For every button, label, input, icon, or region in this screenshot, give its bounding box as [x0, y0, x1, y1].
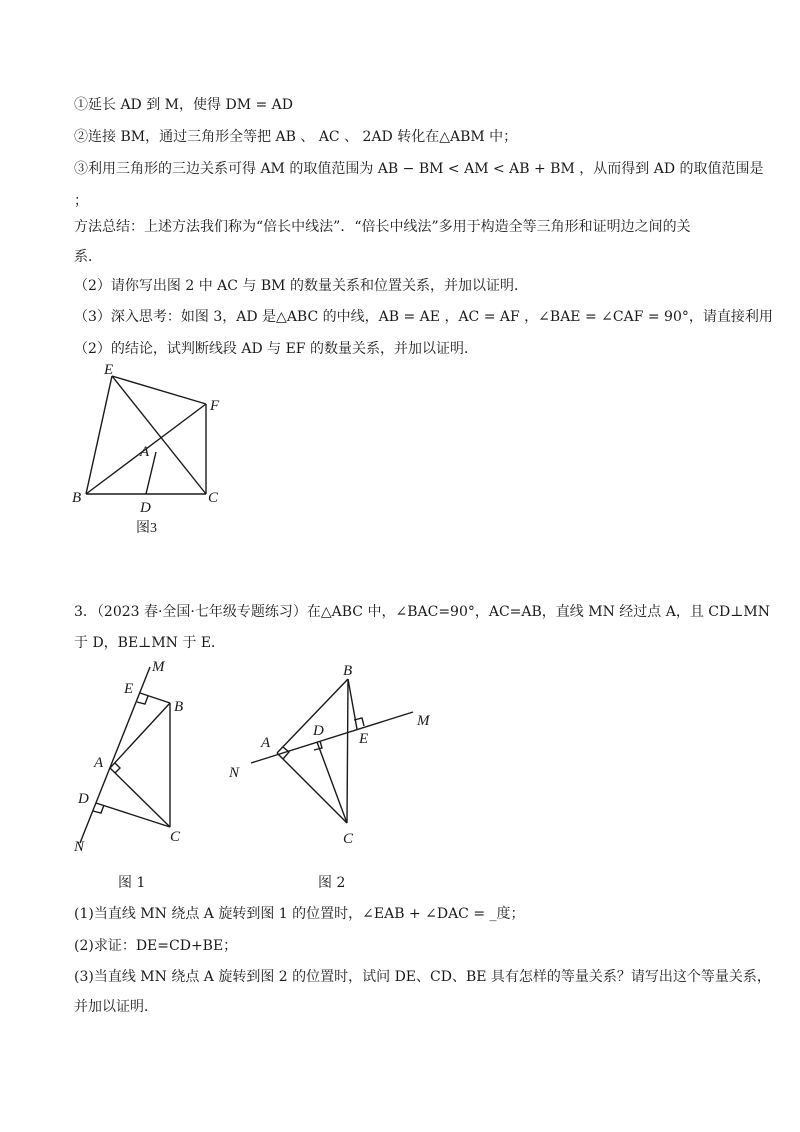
method-summary-end: 系．: [74, 249, 102, 265]
line-MN: [251, 712, 413, 763]
label-M: M: [152, 659, 165, 675]
segment-AC: [110, 768, 170, 827]
label-E: E: [124, 681, 134, 697]
label-D: D: [313, 723, 324, 739]
method-summary: 方法总结：上述方法我们称为“倍长中线法”．“倍长中线法”多用于构造全等三角形和证明边之间的关: [74, 219, 691, 235]
figure-1-diagram: [60, 655, 210, 855]
step-1-text: ①延长 AD 到 M，使得 DM = AD: [74, 97, 293, 113]
problem-3-text: 3．（2023 春·全国·七年级专题练习）在△ABC 中，∠BAC=90°，AC=AB，直线 MN 经过点 A，且 CD⊥MN: [74, 604, 770, 620]
problem-3-question-3-end: 并加以证明．: [74, 999, 158, 1015]
question-3-end: （2）的结论，试判断线段 AD 与 EF 的数量关系，并加以证明．: [74, 341, 478, 357]
label-C: C: [208, 490, 219, 506]
label-N: N: [74, 839, 85, 855]
label-D: D: [78, 791, 89, 807]
step-2-text: ②连接 BM，通过三角形全等把 AB 、 AC 、 2AD 转化在△ABM 中；: [74, 129, 518, 145]
segment-CD: [317, 742, 347, 823]
right-angle-A: [115, 763, 120, 773]
segment-EB: [86, 376, 112, 494]
segment-EB: [140, 693, 170, 703]
segment-BC: [347, 679, 348, 823]
label-B: B: [174, 699, 184, 715]
figure-1-caption: 图 1: [118, 875, 146, 891]
figure-2-caption: 图 2: [318, 875, 346, 891]
label-B: B: [343, 663, 353, 679]
label-E: E: [104, 362, 114, 378]
problem-3-question-3: (3)当直线 MN 绕点 A 旋转到图 2 的位置时，试问 DE、CD、BE 具有怎样的等量关系？请写出这个等量关系，: [74, 969, 771, 985]
segment-BE: [348, 679, 357, 729]
label-E: E: [359, 731, 369, 747]
label-C: C: [343, 831, 354, 847]
label-A: A: [140, 444, 150, 460]
problem-3-question-2: (2)求证：DE=CD+BE；: [74, 938, 238, 954]
step-3-text: ③利用三角形的三边关系可得 AM 的取值范围为 AB − BM < AM < AB + BM ，从而得到 AD 的取值范围是: [74, 161, 764, 177]
problem-3-question-1: (1)当直线 MN 绕点 A 旋转到图 1 的位置时，∠EAB + ∠DAC = _度；: [74, 906, 525, 922]
step-3-end: ；: [74, 193, 88, 209]
label-M: M: [417, 713, 430, 729]
figure-3-diagram: [60, 360, 260, 540]
label-A: A: [261, 735, 271, 751]
segment-AB: [277, 679, 348, 753]
label-D: D: [140, 500, 151, 516]
problem-3-text-end: 于 D，BE⊥MN 于 E．: [74, 635, 226, 651]
segment-EF: [112, 376, 206, 404]
segment-AC: [277, 753, 347, 823]
label-C: C: [170, 829, 181, 845]
label-N: N: [229, 765, 240, 781]
label-F: F: [210, 398, 220, 414]
question-3: （3）深入思考：如图 3，AD 是△ABC 的中线，AB = AE ，AC = AF ，∠BAE = ∠CAF = 90°，请直接利用: [74, 309, 773, 325]
label-B: B: [72, 490, 82, 506]
label-A: A: [94, 755, 104, 771]
question-2: （2）请你写出图 2 中 AC 与 BM 的数量关系和位置关系，并加以证明．: [74, 278, 528, 294]
figure-3-caption: 图3: [136, 521, 157, 536]
segment-AB: [110, 703, 170, 768]
figure-2-diagram: [225, 655, 445, 855]
segment-EC: [112, 376, 206, 494]
segment-DC: [96, 803, 170, 827]
